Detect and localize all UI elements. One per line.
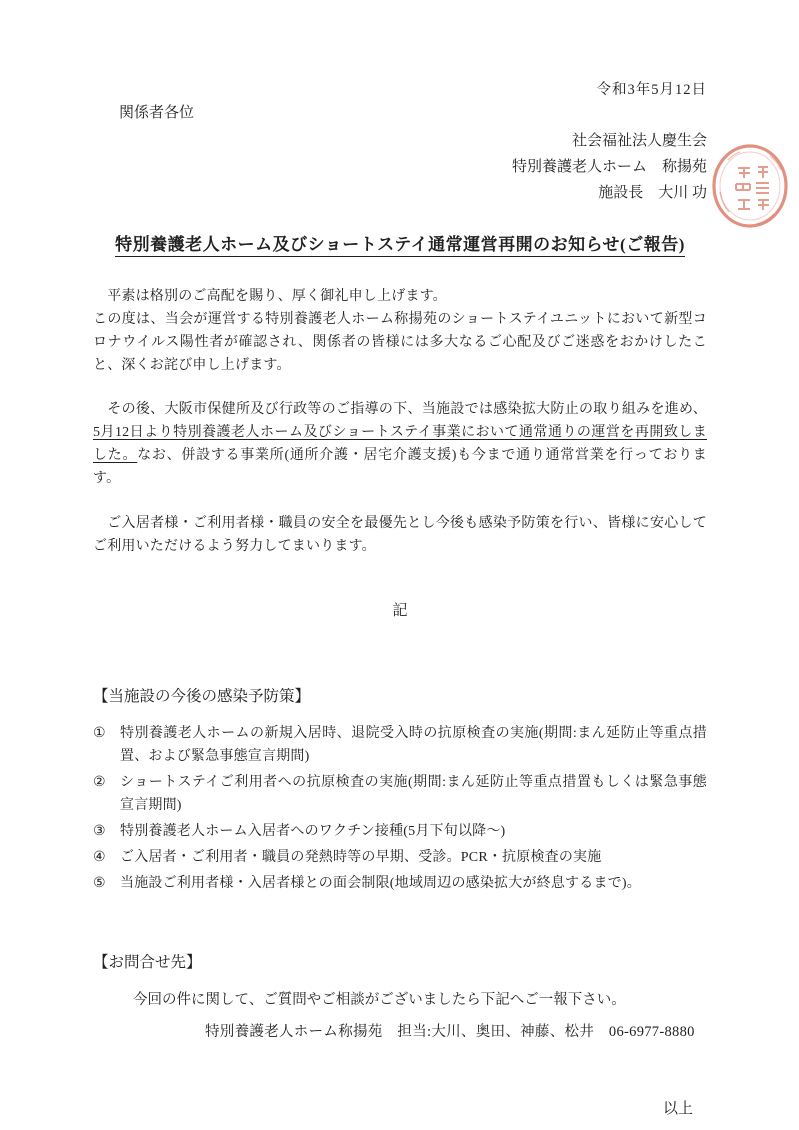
list-item bbox=[93, 872, 707, 895]
greeting-line: 平素は格別のご高配を賜り、厚く御礼申し上げます。 bbox=[93, 289, 447, 304]
sender-facility: 特別養護老人ホーム 称揚苑 bbox=[511, 159, 707, 175]
list-item-number: ② bbox=[93, 775, 106, 790]
document-title bbox=[93, 230, 707, 255]
apology-text: この度は、当会が運営する特別養護老人ホーム称揚苑のショートステイユニットにおいて新型コロナウイルス陽性者が確認され、関係者の皆様には多大なるご心配及びご迷惑をおかけしたこと、深くお詫び申し上げます。 bbox=[93, 312, 707, 373]
sender-block bbox=[93, 128, 707, 206]
list-item-number: ⑤ bbox=[93, 876, 106, 891]
reopening-note: なお、併設する事業所(通所介護・居宅介護支援)も今まで通り通常営業を行っております。 bbox=[93, 448, 707, 486]
list-item-number: ③ bbox=[93, 824, 106, 839]
sender-org: 社会福祉法人慶生会 bbox=[571, 133, 707, 149]
paragraph-reopening bbox=[93, 398, 707, 490]
list-item bbox=[93, 771, 707, 817]
reopening-lead: その後、大阪市保健所及び行政等のご指導の下、当施設では感染拡大防止の取り組みを進め、 bbox=[93, 402, 707, 417]
paragraph-commitment: ご入居者様・ご利用者様・職員の安全を最優先とし今後も感染予防策を行い、皆様に安心してご利用いただけるよう努力してまいります。 bbox=[93, 516, 707, 554]
list-item-text: ご入居者・ご利用者・職員の発熱時等の早期、受診。PCR・抗原検査の実施 bbox=[120, 850, 602, 865]
list-item-text: 特別養護老人ホーム入居者へのワクチン接種(5月下旬以降〜) bbox=[120, 824, 506, 839]
prevention-list bbox=[93, 722, 707, 895]
list-item-text: ショートステイご利用者への抗原検査の実施(期間:まん延防止等重点措置もしくは緊急事態宣言期間) bbox=[120, 775, 707, 813]
list-item-text: 当施設ご利用者様・入居者様との面会制限(地域周辺の感染拡大が終息するまで)。 bbox=[120, 876, 641, 891]
contact-instruction: 今回の件に関して、ご質問やご相談がございましたら下記へご一報下さい。 bbox=[133, 992, 626, 1008]
closing-marker: 以上 bbox=[662, 1101, 693, 1117]
contact-details: 特別養護老人ホーム称揚苑 担当:大川、奥田、神藤、松井 06-6977-8880 bbox=[205, 1024, 695, 1040]
sender-director: 施設長 大川 功 bbox=[598, 185, 707, 201]
list-item bbox=[93, 846, 707, 869]
list-item-text: 特別養護老人ホームの新規入居時、退院受入時の抗原検査の実施(期間:まん延防止等重点措置、および緊急事態宣言期間) bbox=[120, 726, 707, 764]
list-item bbox=[93, 820, 707, 843]
document-date: 令和3年5月12日 bbox=[596, 82, 707, 98]
list-item-number: ④ bbox=[93, 850, 106, 865]
reopening-underlined: 5月12日より特別養護老人ホーム及びショートステイ事業において通常通りの運営を再開致しました。 bbox=[93, 425, 707, 463]
recipient: 関係者各位 bbox=[119, 105, 195, 121]
list-item bbox=[93, 722, 707, 768]
official-seal-icon bbox=[708, 140, 792, 232]
list-item-number: ① bbox=[93, 726, 106, 741]
contact-heading: 【お問合せ先】 bbox=[93, 954, 202, 971]
prevention-heading: 【当施設の今後の感染予防策】 bbox=[93, 688, 311, 705]
document-title-text: 特別養護老人ホーム及びショートステイ通常運営再開のお知らせ(ご報告) bbox=[115, 235, 685, 257]
ki-marker: 記 bbox=[392, 603, 408, 619]
paragraph-greeting bbox=[93, 285, 707, 377]
